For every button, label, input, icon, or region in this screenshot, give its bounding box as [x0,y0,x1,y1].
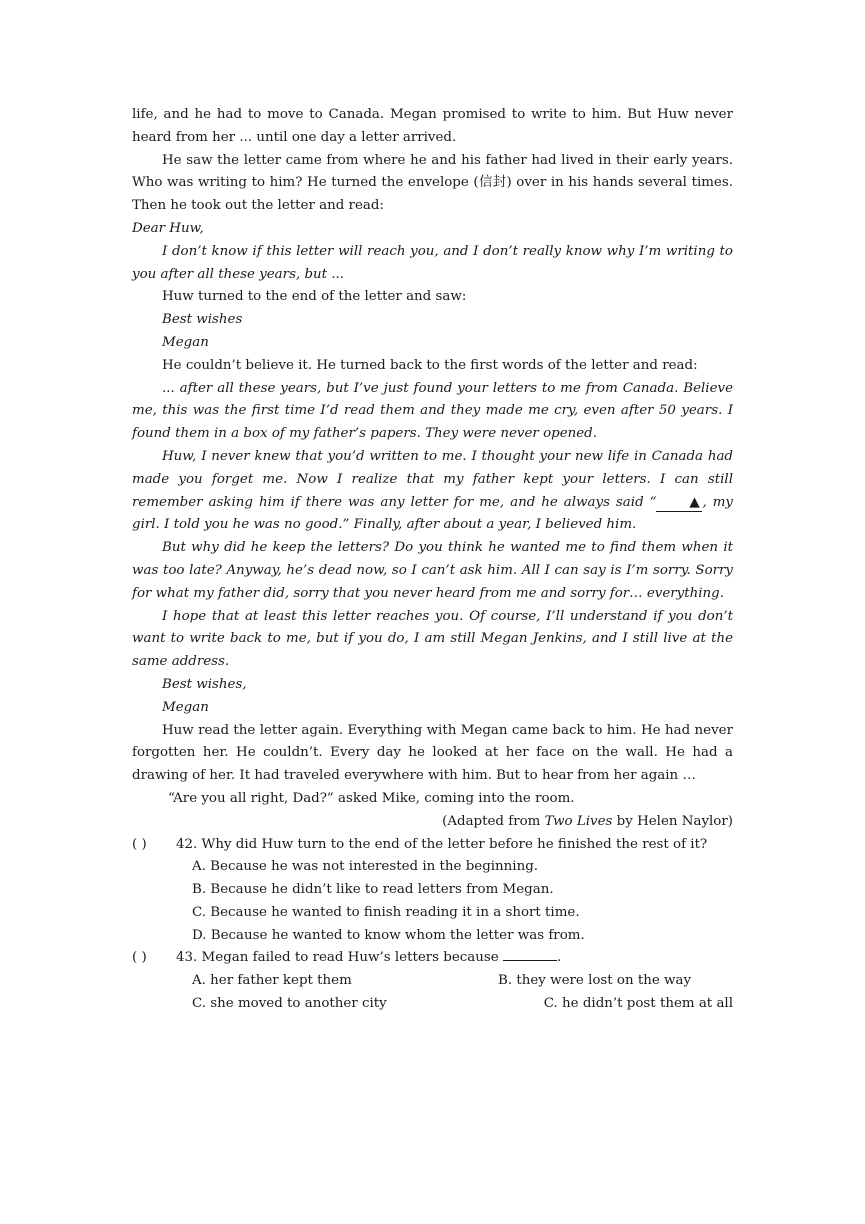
answer-option: C. he didn’t post them at all [543,996,733,1012]
question-43 [132,947,733,1015]
letter-closing: Best wishes [162,312,243,328]
letter-closing: Best wishes, [162,676,247,692]
fill-in-blank: ▲ [656,495,702,512]
letter-salutation: Dear Huw, [132,220,204,236]
letter-paragraph: I hope that at least this letter reaches you. Of course, I’ll understand if you don’t want to write back to me, but if you do, I am still Megan Jenkins, and I still live at the same address. [132,608,733,670]
source-line: (Adapted from Two Lives by Helen Naylor) [442,813,733,829]
letter-excerpt [132,241,733,287]
answer-option: A. Because he was not interested in the beginning. [192,859,539,875]
letter-paragraph: But why did he keep the letters? Do you think he wanted me to find them when it was too late? Anyway, he’s dead now, so I can’t ask him. All I can say is I’m sorry. Sorry for what my father did, sorry that you never heard from me and sorry for… everything. [132,540,733,601]
answer-option-row [132,970,733,993]
story-paragraph: He couldn’t believe it. He turned back to the first words of the letter and read: [162,357,698,373]
answer-option-row [132,993,733,1016]
question-stem: ( ) 42. Why did Huw turn to the end of the letter before he finished the rest of it? [132,834,733,857]
answer-blank [503,960,557,961]
answer-option: C. she moved to another city [192,996,387,1012]
answer-option: B. they were lost on the way [498,973,692,989]
question-42 [132,834,733,948]
document-page [132,104,733,1016]
source-title: Two Lives [544,813,613,829]
letter-body [132,378,733,720]
story-paragraph: He saw the letter came from where he and his father had lived in their early years. Who was writing to him? He turned the envelope (信封) over in his hands several times. Then he took out the letter and read: [132,152,733,214]
answer-option: C. Because he wanted to finish reading it in a short time. [192,904,580,920]
letter-paragraph [132,446,733,537]
letter-text: Huw, I never knew that you’d written to me. I thought your new life in Canada had made you forget me. Now I realize that my father kept your letters. I can still remember asking him if there was any letter for me, and he always said “ [132,448,733,510]
story-paragraph: life, and he had to move to Canada. Megan promised to write to him. But Huw never heard from her ... until one day a letter arrived. [132,107,733,145]
answer-paren: ( ) [132,836,147,852]
story-paragraph: Huw read the letter again. Everything with Megan came back to him. He had never forgotten her. He couldn’t. Every day he looked at her face on the wall. He had a drawing of her. It had traveled everywhere with him. But to hear from her again … [132,722,733,784]
answer-option: B. Because he didn’t like to read letters from Megan. [192,882,554,898]
answer-option: D. Because he wanted to know whom the letter was from. [192,927,585,943]
story-paragraph: Huw turned to the end of the letter and saw: [162,289,467,305]
letter-signature: Megan [162,334,209,350]
letter-signature: Megan [162,699,209,715]
letter-intro: I don’t know if this letter will reach you, and I don’t really know why I’m writing to you after all these years, but ... [132,243,733,282]
letter-text: , my girl. I told you he was no good.” Finally, after about a year, I believed him. [132,494,733,533]
answer-option: A. her father kept them [192,973,352,989]
question-stem: ( ) 43. Megan failed to read Huw’s letters because . [132,947,733,970]
answer-paren: ( ) [132,950,147,966]
story-paragraph: “Are you all right, Dad?” asked Mike, coming into the room. [168,790,575,806]
letter-paragraph: ... after all these years, but I’ve just found your letters to me from Canada. Believe me, this was the first time I’d read them and they made me cry, even after 50 years. I found them in a box of my father’s papers. They were never opened. [132,380,733,442]
